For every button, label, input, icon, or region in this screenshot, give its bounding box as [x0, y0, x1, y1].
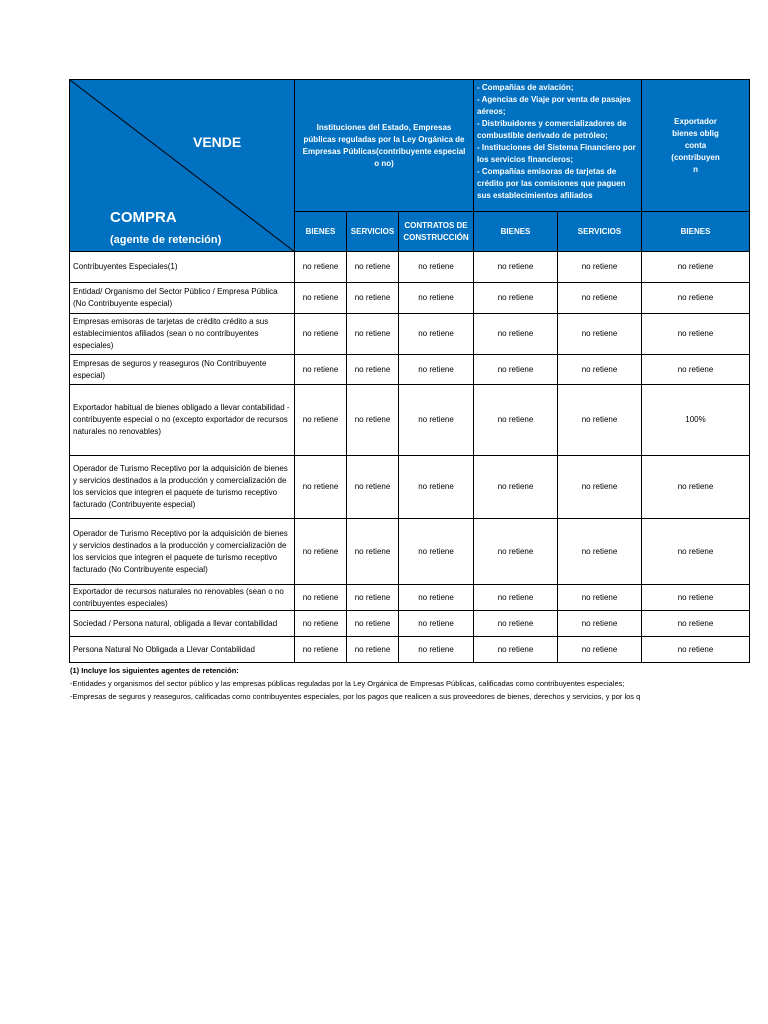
cell-value: no retiene [347, 252, 399, 283]
cell-value: no retiene [474, 456, 558, 519]
cell-value: no retiene [295, 385, 347, 456]
cell-value: no retiene [474, 637, 558, 663]
cell-value: no retiene [295, 314, 347, 355]
cell-value: no retiene [347, 456, 399, 519]
cell-value: no retiene [474, 314, 558, 355]
cell-value: no retiene [558, 283, 642, 314]
cell-value: no retiene [558, 314, 642, 355]
cell-value: no retiene [399, 519, 474, 585]
footnote-title: (1) Incluye los siguientes agentes de retención: [70, 666, 239, 675]
cell-value: no retiene [347, 585, 399, 611]
row-label: Empresas de seguros y reaseguros (No Contribuyente especial) [70, 355, 295, 385]
group2-line: - Compañías emisoras de tarjetas de crédito por las comisiones que paguen sus establecimientos afiliados [477, 167, 626, 200]
cell-value: no retiene [347, 385, 399, 456]
footnotes [70, 664, 696, 703]
table-row [70, 314, 750, 355]
cell-value: no retiene [399, 314, 474, 355]
cell-value: no retiene [399, 611, 474, 637]
subheader-servicios: SERVICIOS [347, 212, 399, 252]
retention-table-sheet [69, 79, 720, 662]
vende-label: VENDE [193, 134, 242, 150]
cell-value: no retiene [642, 519, 750, 585]
cell-value: no retiene [474, 519, 558, 585]
cell-value: no retiene [295, 519, 347, 585]
cell-value: no retiene [295, 283, 347, 314]
header-corner-cell [70, 80, 295, 252]
table-row [70, 585, 750, 611]
subheader-contratos: CONTRATOS DE CONSTRUCCIÓN [399, 212, 474, 252]
table-row [70, 355, 750, 385]
cell-value: no retiene [295, 252, 347, 283]
cell-value: no retiene [399, 355, 474, 385]
group3-line: bienes oblig [672, 128, 719, 138]
cell-value: no retiene [347, 355, 399, 385]
row-label: Entidad/ Organismo del Sector Público / Empresa Pública (No Contribuyente especial) [70, 283, 295, 314]
table-row [70, 385, 750, 456]
cell-value: 100% [642, 385, 750, 456]
group-header-exportador [642, 80, 750, 212]
group-header-companias [474, 80, 642, 212]
cell-value: no retiene [347, 611, 399, 637]
table-row [70, 283, 750, 314]
table-row [70, 519, 750, 585]
cell-value: no retiene [347, 283, 399, 314]
group-header-instituciones: Instituciones del Estado, Empresas públicas reguladas por la Ley Orgánica de Empresas Públicas(contribuyente especial o no) [295, 80, 474, 212]
compra-label: COMPRA [110, 209, 177, 226]
cell-value: no retiene [642, 283, 750, 314]
subheader-bienes: BIENES [474, 212, 558, 252]
cell-value: no retiene [295, 456, 347, 519]
row-label: Operador de Turismo Receptivo por la adquisición de bienes y servicios destinados a la producción y comercialización de los servicios que integren el paquete de turismo receptivo facturado (No Contribuyente especial) [70, 519, 295, 585]
cell-value: no retiene [347, 314, 399, 355]
retention-table [69, 79, 750, 663]
compra-sublabel: (agente de retención) [110, 234, 222, 246]
cell-value: no retiene [474, 355, 558, 385]
cell-value: no retiene [399, 456, 474, 519]
cell-value: no retiene [642, 355, 750, 385]
cell-value: no retiene [642, 611, 750, 637]
cell-value: no retiene [474, 585, 558, 611]
group2-line: - Distribuidores y comercializadores de combustible derivado de petróleo; [477, 119, 627, 140]
group2-line: - Agencias de Viaje por venta de pasajes aéreos; [477, 95, 631, 116]
group3-line: (contribuyen [671, 152, 720, 162]
cell-value: no retiene [558, 637, 642, 663]
cell-value: no retiene [295, 637, 347, 663]
group2-line: - Instituciones del Sistema Financiero por los servicios financieros; [477, 143, 636, 164]
group3-line: Exportador [674, 116, 717, 126]
cell-value: no retiene [295, 611, 347, 637]
table-row [70, 637, 750, 663]
row-label: Contribuyentes Especiales(1) [70, 252, 295, 283]
cell-value: no retiene [642, 637, 750, 663]
corner-diagonal-line [70, 80, 295, 252]
group3-line: conta [684, 140, 707, 150]
cell-value: no retiene [399, 637, 474, 663]
row-label: Operador de Turismo Receptivo por la adquisición de bienes y servicios destinados a la producción y comercialización de los servicios que integren el paquete de turismo receptivo facturado (Contribuyente especial) [70, 456, 295, 519]
cell-value: no retiene [642, 252, 750, 283]
cell-value: no retiene [399, 385, 474, 456]
group2-line: - Compañías de aviación; [477, 83, 574, 92]
subheader-servicios: SERVICIOS [558, 212, 642, 252]
cell-value: no retiene [558, 456, 642, 519]
subheader-bienes: BIENES [642, 212, 750, 252]
table-row [70, 456, 750, 519]
row-label: Empresas emisoras de tarjetas de crédito crédito a sus establecimientos afiliados (sean o no contribuyentes especiales) [70, 314, 295, 355]
cell-value: no retiene [347, 637, 399, 663]
cell-value: no retiene [474, 252, 558, 283]
cell-value: no retiene [474, 611, 558, 637]
cell-value: no retiene [558, 519, 642, 585]
subheader-bienes: BIENES [295, 212, 347, 252]
cell-value: no retiene [558, 611, 642, 637]
cell-value: no retiene [558, 585, 642, 611]
footnote-line: -Entidades y organismos del sector público y las empresas públicas reguladas por la Ley Orgánica de Empresas Públicas, calificadas como contribuyentes especiales; [70, 679, 625, 688]
row-label: Exportador de recursos naturales no renovables (sean o no contribuyentes especiales) [70, 585, 295, 611]
cell-value: no retiene [474, 283, 558, 314]
cell-value: no retiene [295, 585, 347, 611]
cell-value: no retiene [642, 456, 750, 519]
footnote-line: -Empresas de seguros y reaseguros, calificadas como contribuyentes especiales, por los pagos que realicen a sus proveedores de bienes, derechos y servicios, y por los q [70, 692, 641, 701]
cell-value: no retiene [558, 355, 642, 385]
row-label: Persona Natural No Obligada a Llevar Contabilidad [70, 637, 295, 663]
cell-value: no retiene [347, 519, 399, 585]
cell-value: no retiene [474, 385, 558, 456]
cell-value: no retiene [558, 385, 642, 456]
cell-value: no retiene [642, 585, 750, 611]
table-row [70, 252, 750, 283]
cell-value: no retiene [399, 252, 474, 283]
row-label: Sociedad / Persona natural, obligada a llevar contabilidad [70, 611, 295, 637]
group3-line: n [693, 164, 698, 174]
cell-value: no retiene [399, 585, 474, 611]
cell-value: no retiene [642, 314, 750, 355]
cell-value: no retiene [399, 283, 474, 314]
table-row [70, 611, 750, 637]
cell-value: no retiene [558, 252, 642, 283]
row-label: Exportador habitual de bienes obligado a llevar contabilidad - contribuyente especial o no (excepto exportador de recursos naturales no renovables) [70, 385, 295, 456]
cell-value: no retiene [295, 355, 347, 385]
